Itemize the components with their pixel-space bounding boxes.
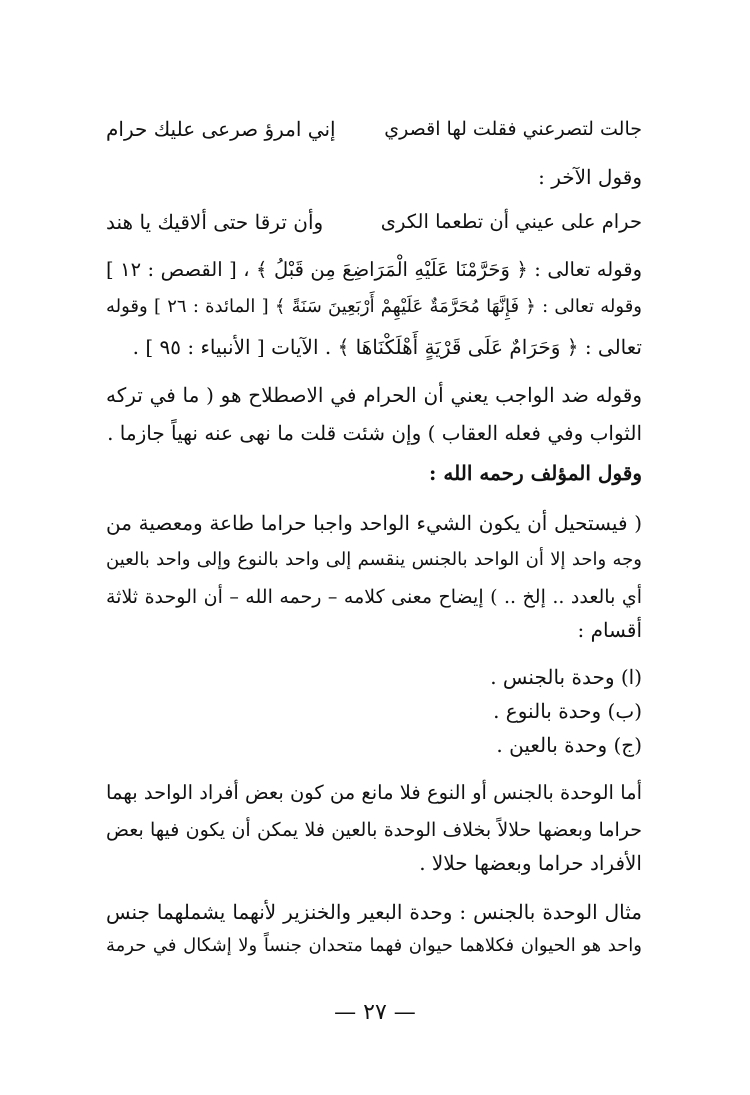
paragraph-line: حراما وبعضها حلالاً بخلاف الوحدة بالعين فلا يمكن أن يكون فيها بعض: [106, 819, 642, 841]
poem-1-first-hemistich: جالت لتصرعني فقلت لها اقصري: [384, 118, 642, 140]
list-item: (ا) وحدة بالجنس .: [490, 665, 642, 689]
definition-line: الثواب وفي فعله العقاب ) وإن شئت قلت ما نهى عنه نهياً جازما .: [107, 421, 642, 445]
quote-line: وجه واحد إلا أن الواحد بالجنس ينقسم إلى واحد بالنوع وإلى واحد بالعين: [106, 549, 642, 570]
example-line: مثال الوحدة بالجنس : وحدة البعير والخنزير لأنهما يشملهما جنس: [106, 900, 642, 924]
quote-line: أي بالعدد .. إلخ .. ) إيضاح معنى كلامه – رحمه الله – أن الوحدة ثلاثة: [106, 586, 642, 608]
author-heading: وقول المؤلف رحمه الله :: [429, 461, 642, 485]
poem-1-second-hemistich: إني امرؤ صرعى عليك حرام: [106, 117, 336, 141]
page-number: — ٢٧ —: [334, 1000, 416, 1025]
poem-2-second-hemistich: وأن ترقا حتى ألاقيك يا هند: [106, 210, 324, 234]
poem-verse-1: [106, 112, 642, 146]
quran-line: تعالى : ﴿ وَحَرَامٌ عَلَى قَرْيَةٍ أَهْلَكْنَاهَا ﴾ . الآيات [ الأنبياء : ٩٥ ] .: [132, 335, 642, 359]
quote-line: ( فيستحيل أن يكون الشيء الواحد واجبا حراما طاعة ومعصية من: [106, 511, 642, 535]
quran-line: وقوله تعالى : ﴿ فَإِنَّهَا مُحَرَّمَةٌ عَلَيْهِمْ أَرْبَعِينَ سَنَةً ﴾ [ المائدة : ٢٦ ] وقوله: [106, 296, 642, 317]
poem-verse-2: [106, 205, 642, 239]
paragraph-line: الأفراد حراما وبعضها حلالا .: [419, 851, 642, 875]
poem-2-first-hemistich: حرام على عيني أن تطعما الكرى: [380, 210, 642, 233]
example-line: واحد هو الحيوان فكلاهما حيوان فهما متحدان جنساً ولا إشكال في حرمة: [106, 935, 642, 956]
definition-line: وقوله ضد الواجب يعني أن الحرام في الاصطلاح هو ( ما في تركه: [106, 383, 642, 407]
quote-line: أقسام :: [577, 618, 642, 642]
paragraph-line: أما الوحدة بالجنس أو النوع فلا مانع من كون بعض أفراد الواحد بهما: [106, 781, 642, 804]
list-item: (ب) وحدة بالنوع .: [493, 699, 642, 723]
intro-other-poet: وقول الآخر :: [538, 165, 642, 189]
list-item: (ج) وحدة بالعين .: [496, 733, 642, 757]
quran-line: وقوله تعالى : ﴿ وَحَرَّمْنَا عَلَيْهِ الْمَرَاضِعَ مِن قَبْلُ ﴾ ، [ القصص : ١٢ ]: [106, 258, 643, 281]
